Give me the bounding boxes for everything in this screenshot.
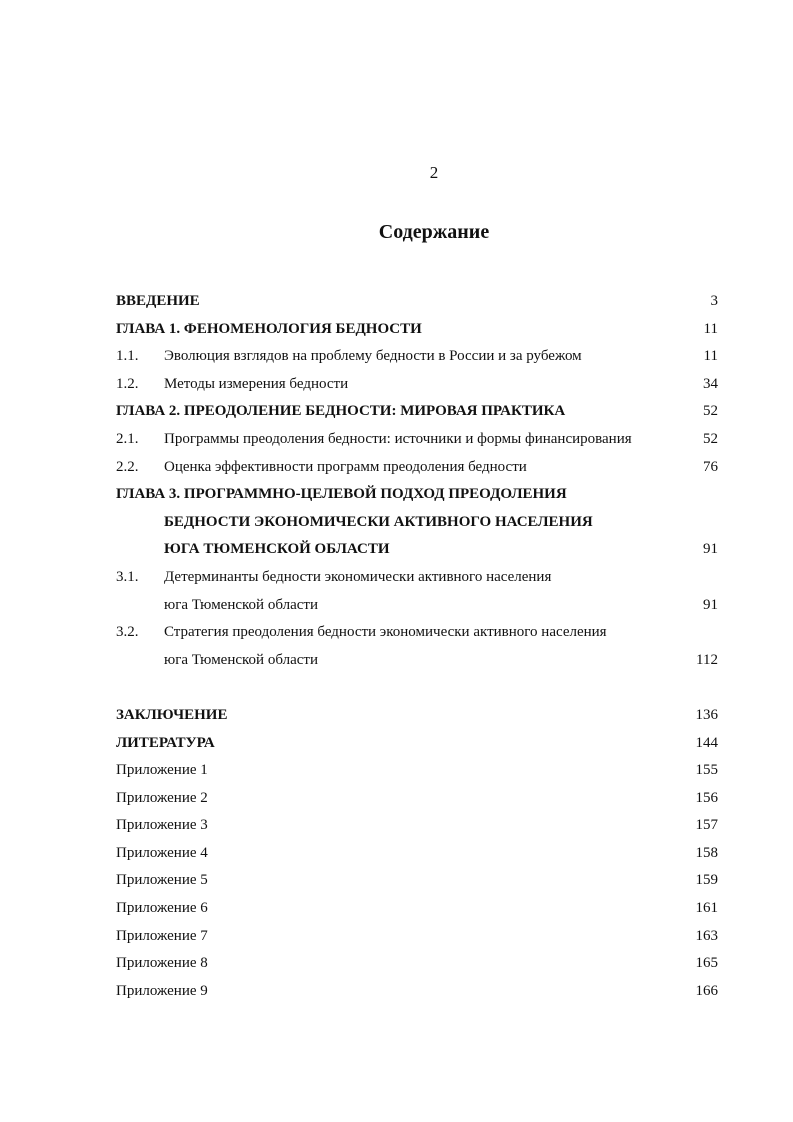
- toc-entry-section-3-2-line-1[interactable]: [116, 619, 718, 647]
- toc-entry-label: ГЛАВА 1. ФЕНОМЕНОЛОГИЯ БЕДНОСТИ: [116, 320, 422, 337]
- toc-entry-label: Программы преодоления бедности: источники и формы финансирования: [164, 430, 632, 447]
- toc-entry-page: 161: [695, 900, 718, 917]
- toc-entry-page: 156: [695, 789, 718, 806]
- toc-entry-page: 165: [695, 955, 718, 972]
- toc-entry-number: 1.2.: [116, 375, 139, 392]
- toc-entry-appendix-6[interactable]: [116, 895, 718, 923]
- toc-entry-label: Стратегия преодоления бедности экономически активного населения: [164, 624, 607, 641]
- toc-entry-appendix-1[interactable]: [116, 757, 718, 785]
- toc-entry-page: 76: [703, 458, 718, 475]
- toc-entry-page: 136: [695, 706, 718, 723]
- toc-entry-section-3-1-line-1[interactable]: [116, 564, 718, 592]
- toc-entry-label: Приложение 9: [116, 982, 208, 999]
- toc-entry-page: 112: [696, 651, 718, 668]
- toc-entry-label: Методы измерения бедности: [164, 375, 349, 392]
- toc-entry-appendix-4[interactable]: [116, 840, 718, 868]
- toc-entry-page: 91: [703, 596, 718, 613]
- toc-entry-chapter-3-line-1[interactable]: [116, 481, 718, 509]
- toc-entry-page: 166: [695, 982, 718, 999]
- toc-entry-chapter-1[interactable]: [116, 316, 718, 344]
- toc-entry-page: 157: [695, 817, 718, 834]
- toc-entry-appendix-8[interactable]: [116, 950, 718, 978]
- toc-entry-number: 1.1.: [116, 348, 139, 365]
- toc-entry-literature[interactable]: [116, 730, 718, 758]
- toc-entry-label: Приложение 5: [116, 872, 208, 889]
- toc-entry-label: ЮГА ТЮМЕНСКОЙ ОБЛАСТИ: [164, 541, 390, 558]
- toc-entry-page: 91: [703, 541, 718, 558]
- toc-entry-label: Приложение 4: [116, 844, 208, 861]
- toc-entry-section-3-2-line-2: [116, 647, 718, 675]
- toc-entry-label: юга Тюменской области: [164, 651, 318, 668]
- toc-entry-label: ВВЕДЕНИЕ: [116, 293, 200, 309]
- toc-entry-number: 3.1.: [116, 568, 139, 585]
- toc-entry-section-3-1-line-2: [116, 592, 718, 620]
- toc-entry-appendix-5[interactable]: [116, 867, 718, 895]
- toc-entry-label: Эволюция взглядов на проблему бедности в России и за рубежом: [164, 348, 582, 365]
- toc-entry-label: Детерминанты бедности экономически активного населения: [164, 568, 552, 585]
- toc-entry-appendix-7[interactable]: [116, 923, 718, 951]
- toc-entry-number: 2.1.: [116, 430, 139, 447]
- spacer: [116, 674, 718, 702]
- toc-entry-page: 52: [703, 403, 718, 420]
- toc-entry-intro[interactable]: [116, 288, 718, 316]
- toc-entry-page: 52: [703, 430, 718, 447]
- toc-entry-label: ГЛАВА 3. ПРОГРАММНО-ЦЕЛЕВОЙ ПОДХОД ПРЕОДОЛЕНИЯ: [116, 486, 567, 503]
- toc-entry-page: 34: [703, 375, 718, 392]
- toc-entry-page: 163: [695, 927, 718, 944]
- toc-entry-page: 159: [695, 872, 718, 889]
- toc-entry-section-2-1[interactable]: [116, 426, 718, 454]
- page-number: 2: [429, 163, 439, 182]
- toc-entry-section-1-1[interactable]: [116, 343, 718, 371]
- toc-entry-label: Приложение 1: [116, 762, 208, 779]
- toc-title: Содержание: [378, 221, 490, 243]
- toc-entry-section-2-2[interactable]: [116, 454, 718, 482]
- toc-entry-number: 3.2.: [116, 624, 139, 641]
- toc-entry-appendix-9[interactable]: [116, 978, 718, 1006]
- toc-entry-page: 144: [695, 734, 718, 751]
- toc-entry-label: ЛИТЕРАТУРА: [116, 734, 215, 751]
- toc-entry-appendix-2[interactable]: [116, 785, 718, 813]
- toc-entry-label: БЕДНОСТИ ЭКОНОМИЧЕСКИ АКТИВНОГО НАСЕЛЕНИЯ: [164, 513, 593, 530]
- table-of-contents: [116, 288, 718, 1005]
- toc-entry-conclusion[interactable]: [116, 702, 718, 730]
- toc-entry-label: юга Тюменской области: [164, 596, 318, 613]
- toc-entry-label: Приложение 7: [116, 927, 208, 944]
- toc-entry-label: Приложение 2: [116, 789, 208, 806]
- toc-entry-chapter-2[interactable]: [116, 398, 718, 426]
- toc-entry-label: ЗАКЛЮЧЕНИЕ: [116, 706, 228, 723]
- toc-entry-label: Приложение 6: [116, 900, 208, 917]
- toc-entry-label: Оценка эффективности программ преодоления бедности: [164, 458, 527, 475]
- toc-entry-label: Приложение 3: [116, 817, 208, 834]
- toc-entry-appendix-3[interactable]: [116, 812, 718, 840]
- toc-entry-chapter-3-line-3: [116, 536, 718, 564]
- toc-entry-chapter-3-line-2: [116, 509, 718, 537]
- toc-entry-number: 2.2.: [116, 458, 139, 475]
- toc-entry-page: 3: [710, 293, 718, 309]
- toc-entry-section-1-2[interactable]: [116, 371, 718, 399]
- toc-entry-label: ГЛАВА 2. ПРЕОДОЛЕНИЕ БЕДНОСТИ: МИРОВАЯ ПРАКТИКА: [116, 403, 566, 420]
- toc-entry-page: 155: [695, 762, 718, 779]
- toc-entry-page: 11: [703, 348, 718, 365]
- toc-entry-page: 11: [703, 320, 718, 337]
- toc-entry-page: 158: [695, 844, 718, 861]
- toc-entry-label: Приложение 8: [116, 955, 208, 972]
